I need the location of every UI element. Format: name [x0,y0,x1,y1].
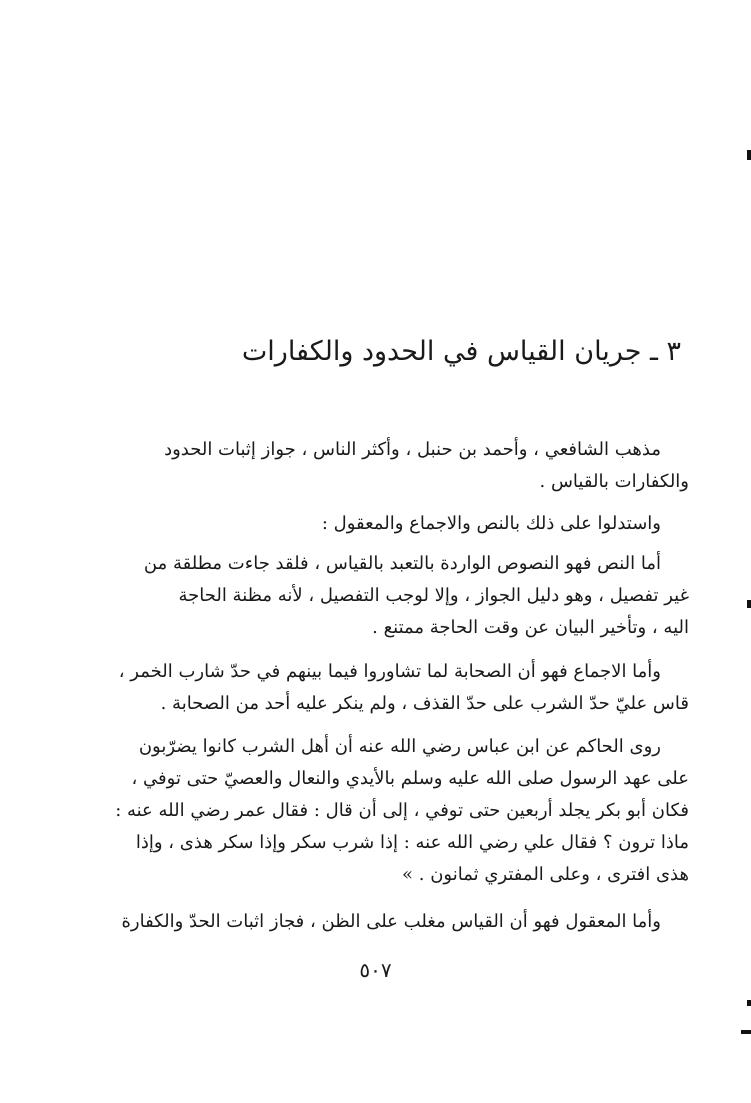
paragraph-line: فكان أبو بكر يجلد أربعين حتى توفي ، إلى أن قال : فقال عمر رضي الله عنه : [115,800,689,821]
paragraph-5 [61,731,689,891]
paragraph-3 [61,548,689,644]
section-heading: ٣ ـ جريان القياس في الحدود والكفارات [241,336,681,367]
page-number: ٥٠٧ [359,958,392,982]
paragraph-1 [61,434,689,498]
paragraph-line: اليه ، وتأخير البيان عن وقت الحاجة ممتنع . [372,617,689,638]
paragraph-line: مذهب الشافعي ، وأحمد بن حنبل ، وأكثر الناس ، جواز إثبات الحدود [164,439,661,460]
paragraph-line: واستدلوا على ذلك بالنص والاجماع والمعقول : [321,513,661,534]
paragraph-line: على عهد الرسول صلى الله عليه وسلم بالأيدي والنعال والعصيّ حتى توفي ، [131,768,689,789]
paragraph-line: وأما الاجماع فهو أن الصحابة لما تشاوروا فيما بينهم في حدّ شارب الخمر ، [118,661,661,682]
paragraph-line: غير تفصيل ، وهو دليل الجواز ، وإلا لوجب التفصيل ، لأنه مظنة الحاجة [178,585,689,606]
paragraph-line: روى الحاكم عن ابن عباس رضي الله عنه أن أهل الشرب كانوا يضرّبون [138,736,661,757]
paragraph-2 [61,508,689,540]
paragraph-line: قاس عليّ حدّ الشرب على حدّ القذف ، ولم ينكر عليه أحد من الصحابة . [160,693,689,714]
edge-mark [747,600,751,608]
paragraph-line: أما النص فهو النصوص الواردة بالتعبد بالقياس ، فلقد جاءت مطلقة من [143,553,661,574]
paragraph-line: ماذا ترون ؟ فقال علي رضي الله عنه : إذا شرب سكر وإذا سكر هذى ، وإذا [135,832,689,853]
edge-mark [747,1000,751,1006]
paragraph-line: والكفارات بالقياس . [539,471,689,492]
paragraph-4 [61,656,689,720]
edge-mark [747,150,751,160]
paragraph-6 [61,906,689,938]
edge-mark [741,1030,751,1034]
paragraph-line: هذى افترى ، وعلى المفتري ثمانون . » [402,864,689,885]
paragraph-line: وأما المعقول فهو أن القياس مغلب على الظن ، فجاز اثبات الحدّ والكفارة [121,911,661,932]
